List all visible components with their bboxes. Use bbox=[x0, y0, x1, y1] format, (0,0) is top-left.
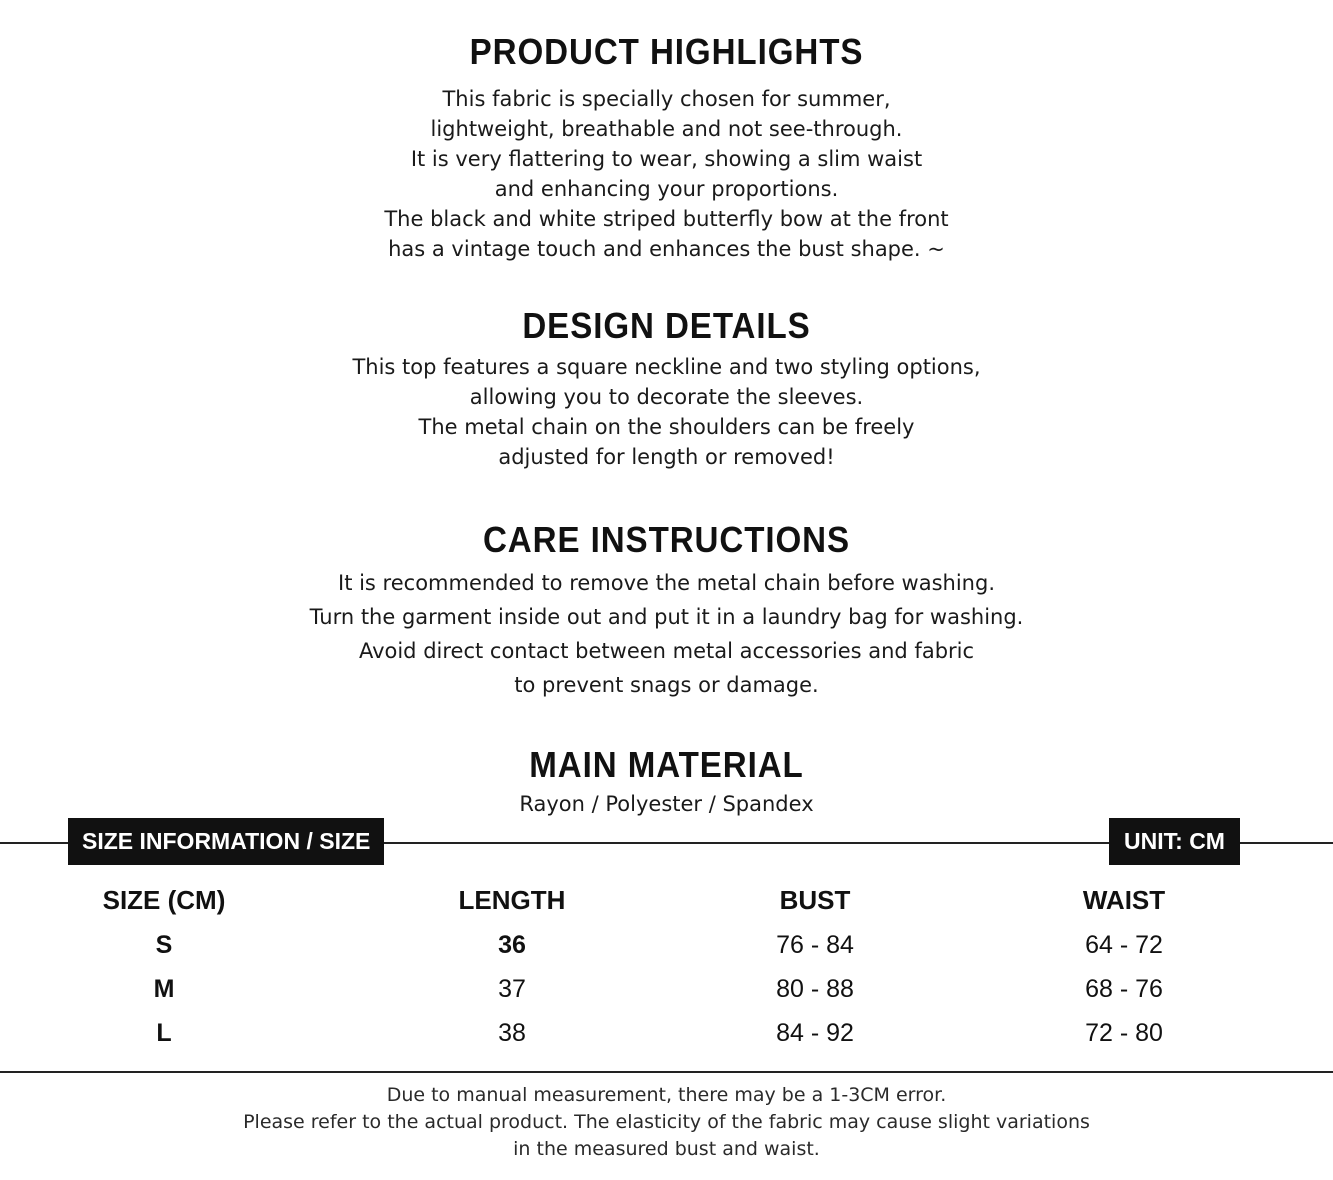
bust-cell: 76 - 84 bbox=[776, 931, 854, 959]
highlights-line: has a vintage touch and enhances the bust shape. ~ bbox=[388, 237, 945, 261]
design-line: allowing you to decorate the sleeves. bbox=[469, 385, 864, 409]
design-details-heading: DESIGN DETAILS bbox=[522, 305, 811, 346]
highlights-line: It is very flattering to wear, showing a slim waist bbox=[410, 147, 923, 171]
header-size: SIZE (CM) bbox=[102, 885, 226, 915]
waist-cell: 68 - 76 bbox=[1085, 975, 1163, 1003]
bust-cell: 84 - 92 bbox=[776, 1019, 854, 1047]
main-material-section bbox=[0, 745, 1333, 819]
highlights-line: This fabric is specially chosen for summer, bbox=[442, 87, 891, 111]
highlights-line: lightweight, breathable and not see-through. bbox=[430, 117, 903, 141]
care-instructions-section bbox=[0, 520, 1333, 702]
main-material-value: Rayon / Polyester / Spandex bbox=[519, 792, 814, 816]
main-material-text bbox=[0, 789, 1333, 819]
care-instructions-text bbox=[0, 566, 1333, 702]
note-line: Due to manual measurement, there may be a 1-3CM error. bbox=[386, 1084, 947, 1106]
header-waist: WAIST bbox=[1082, 885, 1166, 915]
table-row bbox=[0, 923, 1333, 967]
size-table bbox=[0, 878, 1333, 1055]
header-length: LENGTH bbox=[458, 885, 566, 915]
highlights-line: The black and white striped butterfly bow at the front bbox=[384, 207, 949, 231]
product-highlights-heading: PRODUCT HIGHLIGHTS bbox=[469, 31, 864, 72]
table-row bbox=[0, 967, 1333, 1011]
size-cell: L bbox=[156, 1019, 172, 1047]
note-line: in the measured bust and waist. bbox=[513, 1138, 820, 1160]
unit-label: UNIT: CM bbox=[1109, 818, 1240, 865]
length-cell: 37 bbox=[498, 975, 526, 1003]
size-divider-bottom bbox=[0, 1071, 1333, 1073]
header-bust: BUST bbox=[779, 885, 851, 915]
main-material-heading: MAIN MATERIAL bbox=[529, 744, 804, 785]
care-line: Avoid direct contact between metal accessories and fabric bbox=[358, 639, 975, 663]
measurement-note bbox=[0, 1082, 1333, 1163]
design-line: adjusted for length or removed! bbox=[498, 445, 835, 469]
design-line: This top features a square neckline and two styling options, bbox=[352, 355, 981, 379]
highlights-line: and enhancing your proportions. bbox=[494, 177, 839, 201]
size-cell: S bbox=[155, 931, 173, 959]
design-line: The metal chain on the shoulders can be freely bbox=[418, 415, 915, 439]
product-highlights-section bbox=[0, 32, 1333, 264]
care-instructions-heading: CARE INSTRUCTIONS bbox=[482, 519, 851, 560]
care-line: to prevent snags or damage. bbox=[514, 673, 819, 697]
design-details-text bbox=[0, 352, 1333, 472]
size-cell: M bbox=[153, 975, 175, 1003]
waist-cell: 72 - 80 bbox=[1085, 1019, 1163, 1047]
size-table-header bbox=[0, 878, 1333, 922]
bust-cell: 80 - 88 bbox=[776, 975, 854, 1003]
care-line: It is recommended to remove the metal chain before washing. bbox=[338, 571, 995, 595]
size-information-label: SIZE INFORMATION / SIZE bbox=[68, 818, 384, 865]
care-line: Turn the garment inside out and put it in a laundry bag for washing. bbox=[309, 605, 1024, 629]
length-cell: 36 bbox=[498, 931, 526, 959]
table-row bbox=[0, 1011, 1333, 1055]
product-highlights-text bbox=[0, 84, 1333, 264]
design-details-section bbox=[0, 306, 1333, 472]
waist-cell: 64 - 72 bbox=[1085, 931, 1163, 959]
length-cell: 38 bbox=[498, 1019, 526, 1047]
note-line: Please refer to the actual product. The elasticity of the fabric may cause slight variations bbox=[243, 1111, 1090, 1133]
